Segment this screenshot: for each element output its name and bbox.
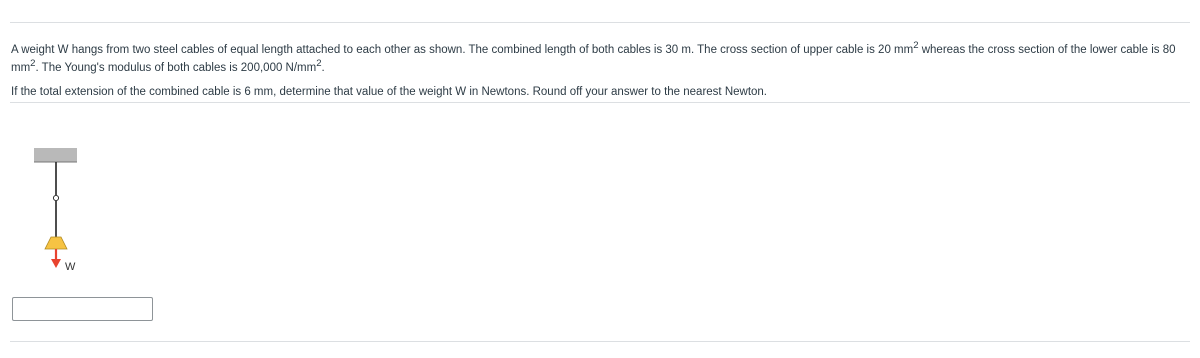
ceiling-support (34, 148, 77, 162)
question-paragraph-1: A weight W hangs from two steel cables of equal length attached to each other as shown. The combined length of both cables is 30 m. The cross section of upper cable is 20 $mm^2$ whereas the cross section of the lower cable is 80 $mm^2$. The Young's modulus of both cables is 200,000 $N/mm^2$. (11, 40, 1176, 74)
section-divider (10, 102, 1190, 103)
weight-arrow-head (51, 259, 61, 268)
cable-joint (53, 195, 58, 200)
answer-input[interactable] (12, 297, 153, 321)
bottom-divider (10, 341, 1190, 342)
weight-block (45, 237, 67, 249)
cable-weight-figure (30, 146, 90, 276)
top-divider (10, 22, 1190, 23)
question-paragraph-2: If the total extension of the combined cable is 6 mm, determine that value of the weight W in Newtons. Round off your answer to the nearest Newton. (11, 85, 768, 98)
cable-diagram (30, 146, 90, 276)
question-text (11, 39, 1193, 99)
weight-label: W (65, 261, 76, 273)
